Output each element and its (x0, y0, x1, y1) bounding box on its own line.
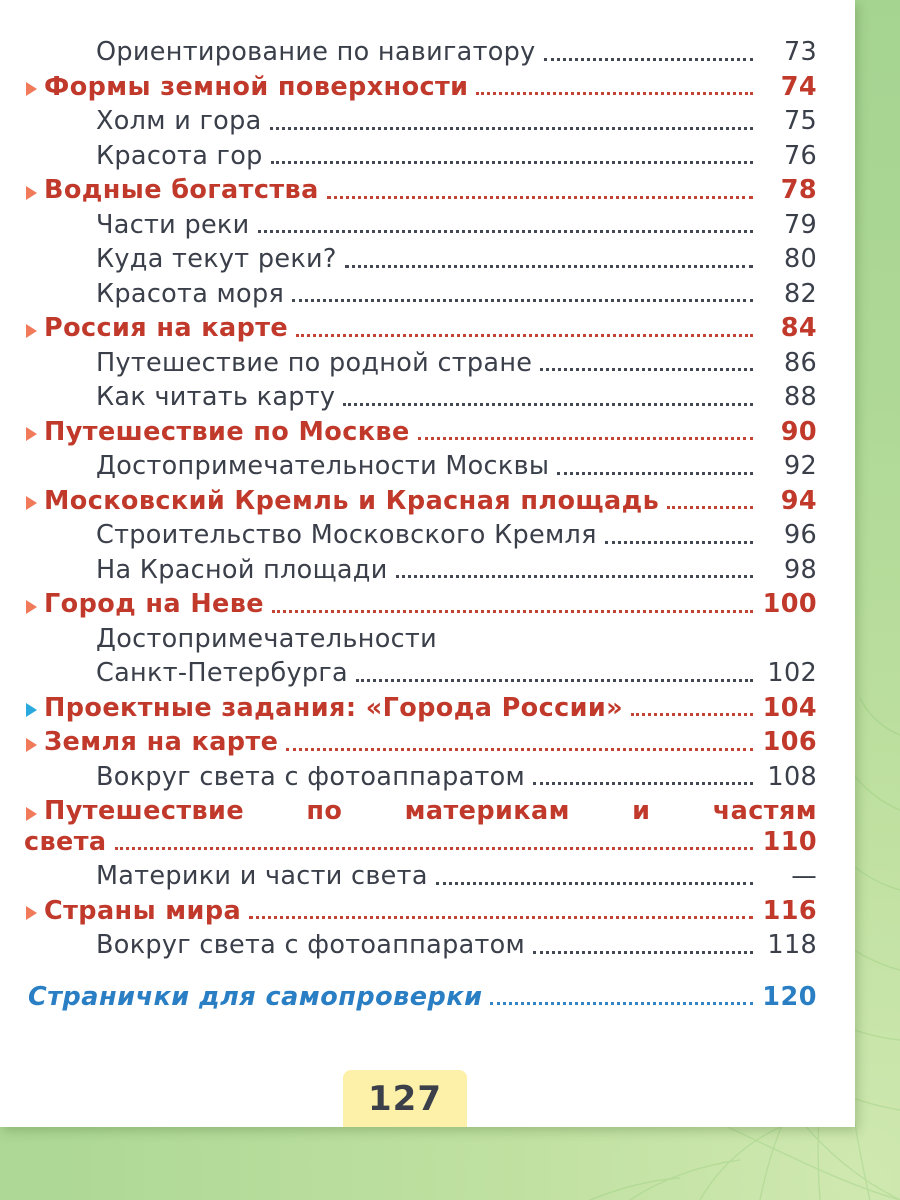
toc-entry[interactable] (24, 244, 817, 274)
toc-entry-label: Путешествие по материкам и частям (44, 796, 817, 826)
toc-entry-project[interactable] (24, 692, 817, 723)
toc-leader-dots (605, 541, 753, 544)
triangle-bullet-icon (24, 317, 42, 342)
toc-leader-dots (533, 951, 753, 954)
toc-entry-label: Земля на карте (44, 727, 279, 757)
toc-entry-label: Строительство Московского Кремля (96, 520, 597, 550)
toc-page-number: 116 (762, 895, 817, 926)
toc-leader-dots (296, 334, 753, 337)
toc-entry-label: Достопримечательности Москвы (96, 451, 550, 481)
folio-plate (343, 1070, 467, 1127)
toc-leader-dots (436, 882, 753, 885)
toc-leader-dots (115, 847, 753, 850)
toc-leader-dots (557, 472, 753, 475)
toc-entry-label-continued: света (24, 826, 107, 857)
toc-leader-dots (667, 506, 753, 509)
toc-leader-dots (544, 58, 753, 61)
toc-entry-label: Проектные задания: «Города России» (44, 692, 624, 723)
toc-entry[interactable] (24, 589, 817, 619)
toc-entry-label: Как читать карту (96, 382, 336, 412)
toc-entry-label: Водные богатства (44, 175, 319, 205)
toc-page-number: 94 (780, 485, 817, 516)
toc-entry-label: Красота моря (96, 278, 285, 309)
toc-page-number: 110 (762, 826, 817, 857)
toc-leader-dots (343, 403, 753, 406)
toc-entry[interactable] (24, 37, 817, 67)
toc-entry[interactable] (24, 861, 817, 891)
toc-entry-label: На Красной площади (96, 554, 388, 585)
toc-entry-label: Вокруг света с фотоаппаратом (96, 930, 526, 960)
toc-page-number: 75 (783, 106, 817, 136)
toc-page-number: 100 (762, 589, 817, 619)
toc-entry[interactable] (24, 658, 817, 688)
toc-leader-dots (286, 748, 753, 751)
toc-entry[interactable] (24, 313, 817, 343)
triangle-bullet-icon (24, 489, 42, 514)
toc-page-number: 98 (783, 554, 817, 585)
toc-entry[interactable] (24, 554, 817, 585)
toc-leader-dots (356, 679, 753, 682)
toc-page-number: 120 (762, 981, 817, 1012)
toc-page-number: 108 (767, 761, 817, 792)
toc-page-number: 102 (767, 658, 817, 688)
toc-leader-dots (292, 299, 753, 302)
toc-entry-label: Формы земной поверхности (44, 71, 469, 102)
toc-entry-label: Части реки (96, 209, 250, 240)
toc-leader-dots (327, 196, 753, 199)
toc-entry-label: Странички для самопроверки (28, 981, 483, 1012)
toc-page-number: 84 (780, 313, 817, 343)
toc-entry-label: Город на Неве (44, 589, 264, 619)
toc-entry[interactable] (24, 930, 817, 960)
toc-entry[interactable] (24, 623, 817, 654)
toc-leader-dots (272, 610, 753, 613)
toc-page-number: 96 (783, 520, 817, 550)
toc-entry-label: Красота гор (96, 140, 263, 171)
toc-entry-label: Вокруг света с фотоаппаратом (96, 761, 526, 792)
toc-page-number: 104 (762, 692, 817, 723)
toc-leader-dots (533, 782, 753, 785)
toc-page-number: 86 (783, 347, 817, 378)
toc-page-number: 76 (783, 140, 817, 171)
toc-entry[interactable] (24, 382, 817, 412)
toc-page-number: 106 (762, 727, 817, 757)
triangle-bullet-icon (24, 899, 42, 924)
toc-leader-dots (271, 161, 753, 164)
toc-entry-label: Холм и гора (96, 106, 262, 136)
toc-page-number: 74 (780, 71, 817, 102)
triangle-bullet-icon (24, 75, 42, 100)
toc-entry-label: Материки и части света (96, 861, 428, 891)
triangle-bullet-icon (24, 179, 42, 204)
toc-entry-label: Достопримечательности (96, 623, 437, 654)
toc-entry[interactable] (24, 416, 817, 447)
toc-leader-dots (490, 1002, 753, 1005)
toc-page-number: 80 (783, 244, 817, 274)
toc-entry-label: Куда текут реки? (96, 244, 337, 274)
toc-page-number: 73 (783, 37, 817, 67)
toc-entry[interactable] (24, 895, 817, 926)
toc-entry-label: Московский Кремль и Красная площадь (44, 485, 660, 516)
triangle-bullet-icon (24, 420, 42, 445)
folio-page-number: 127 (368, 1078, 442, 1119)
toc-entry-label: Страны мира (44, 895, 242, 926)
toc-leader-dots (396, 575, 753, 578)
toc-entry[interactable] (24, 209, 817, 240)
toc-page-number: 79 (783, 209, 817, 240)
toc-entry-label: Путешествие по родной стране (96, 347, 533, 378)
toc-entry[interactable] (24, 451, 817, 481)
toc-leader-dots (540, 368, 753, 371)
toc-leader-dots (631, 713, 753, 716)
toc-entry[interactable] (24, 347, 817, 378)
toc-page-number: 78 (780, 175, 817, 205)
toc-entry[interactable] (24, 796, 817, 857)
toc-entry-label: Путешествие по Москве (44, 416, 410, 447)
table-of-contents (24, 37, 817, 1019)
toc-page-number: — (791, 861, 817, 891)
toc-entry[interactable] (24, 175, 817, 205)
toc-leader-dots (345, 265, 753, 268)
toc-entry-label: Санкт-Петербурга (96, 658, 348, 688)
toc-page-number: 118 (767, 930, 817, 960)
toc-leader-dots (270, 127, 753, 130)
toc-entry-label: Россия на карте (44, 313, 289, 343)
toc-leader-dots (476, 92, 753, 95)
toc-leader-dots (258, 230, 753, 233)
toc-entry-label: Ориентирование по навигатору (96, 37, 536, 67)
toc-page-number: 90 (780, 416, 817, 447)
toc-entry[interactable] (24, 761, 817, 792)
triangle-bullet-icon (24, 731, 42, 756)
triangle-bullet-icon (24, 800, 42, 825)
toc-entry[interactable] (24, 278, 817, 309)
toc-page-number: 82 (783, 278, 817, 309)
toc-page-number: 88 (783, 382, 817, 412)
triangle-bullet-icon (24, 593, 42, 618)
toc-entry[interactable] (24, 106, 817, 136)
toc-leader-dots (418, 437, 753, 440)
toc-entry[interactable] (24, 520, 817, 550)
toc-leader-dots (249, 916, 753, 919)
triangle-bullet-icon (24, 696, 42, 721)
toc-entry[interactable] (24, 140, 817, 171)
toc-page-number: 92 (783, 451, 817, 481)
toc-entry-selfcheck[interactable] (24, 981, 817, 1012)
toc-entry[interactable] (24, 485, 817, 516)
toc-entry[interactable] (24, 71, 817, 102)
toc-entry[interactable] (24, 727, 817, 757)
